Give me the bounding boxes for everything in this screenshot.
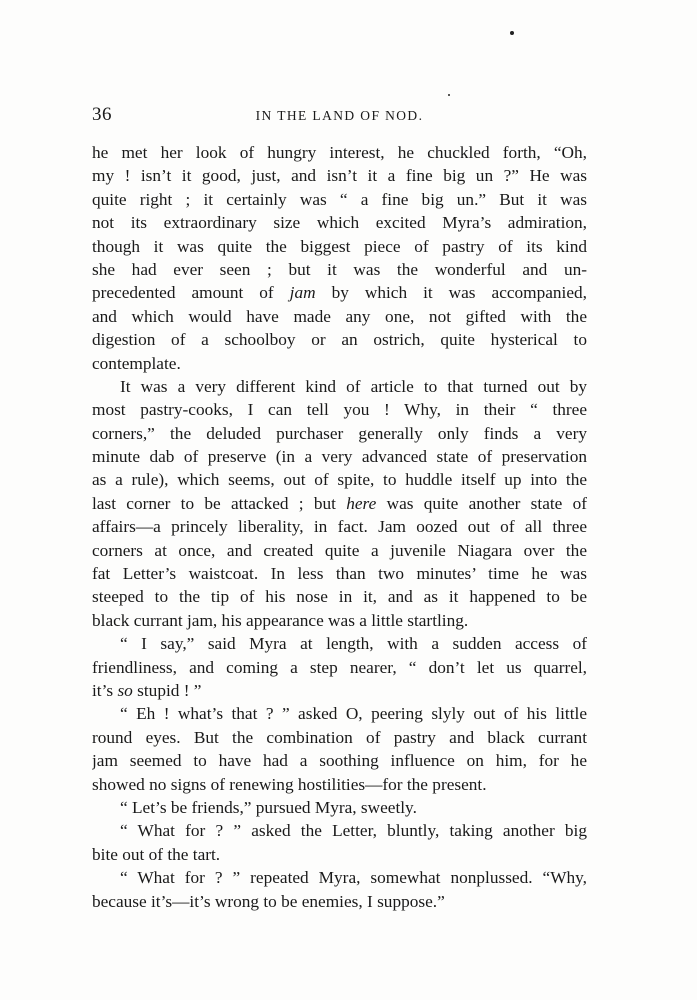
text-line: corners,” the deluded purchaser generally only finds a very: [92, 423, 587, 443]
paragraph: [92, 375, 587, 632]
italic-word: jam: [289, 283, 316, 303]
text-line: and which would have made any one, not gifted with the: [92, 306, 587, 326]
text-line: bite out of the tart.: [92, 844, 221, 864]
text-line: digestion of a schoolboy or an ostrich, quite hysterical to: [92, 330, 587, 350]
paragraph: [92, 819, 587, 866]
text-line: [92, 679, 587, 702]
text-line: “ What for ? ” repeated Myra, somewhat nonplussed. “Why,: [120, 868, 587, 888]
text-line: he met her look of hungry interest, he chuckled forth, “Oh,: [92, 143, 587, 162]
text-line: [92, 492, 587, 515]
text-line: “ I say,” said Myra at length, with a sudden access of: [120, 634, 587, 654]
text-line: “ Let’s be friends,” pursued Myra, sweetly.: [120, 797, 417, 817]
text-line: round eyes. But the combination of pastry and black currant: [92, 727, 587, 747]
paragraph: [92, 702, 587, 796]
text-line: because it’s—it’s wrong to be enemies, I suppose.”: [92, 891, 445, 911]
text-line: though it was quite the biggest piece of pastry of its kind: [92, 236, 587, 256]
text-line: It was a very different kind of article to that turned out by: [120, 376, 587, 396]
italic-word: here: [346, 493, 377, 513]
text-line: my ! isn’t it good, just, and isn’t it a fine big un ?” He was: [92, 166, 587, 186]
text-line: affairs—a princely liberality, in fact. Jam oozed out of all three: [92, 517, 587, 537]
text-segment: it’s: [92, 680, 118, 700]
text-line: fat Letter’s waistcoat. In less than two minutes’ time he was: [92, 564, 587, 584]
text-line: jam seemed to have had a soothing influence on him, for he: [92, 751, 587, 771]
text-line: as a rule), which seems, out of spite, to huddle itself up into the: [92, 470, 587, 490]
scan-speck: [448, 94, 450, 96]
paragraph: [92, 141, 587, 375]
text-segment: precedented amount of: [92, 283, 290, 303]
italic-word: so: [117, 680, 133, 700]
text-segment: last corner to be attacked ; but: [92, 493, 347, 513]
text-line: not its extraordinary size which excited Myra’s admiration,: [92, 213, 587, 233]
text-line: contemplate.: [92, 353, 181, 373]
text-line: black currant jam, his appearance was a little startling.: [92, 610, 469, 630]
paragraph: [92, 632, 587, 702]
text-line: steeped to the tip of his nose in it, and as it happened to be: [92, 587, 587, 607]
running-head: IN THE LAND OF NOD.: [255, 108, 424, 123]
text-line: showed no signs of renewing hostilities—for the present.: [92, 774, 487, 794]
text-line: friendliness, and coming a step nearer, “ don’t let us quarrel,: [92, 657, 587, 677]
text-segment: was quite another state of: [376, 493, 587, 513]
text-line: minute dab of preserve (in a very advanced state of preservation: [92, 447, 587, 467]
text-line: most pastry-cooks, I can tell you ! Why, in their “ three: [92, 400, 587, 420]
page-number: 36: [92, 104, 112, 125]
paragraph: [92, 796, 587, 819]
body-text: [92, 141, 587, 913]
text-line: quite right ; it certainly was “ a fine big un.” But it was: [92, 189, 587, 209]
scan-speck: [510, 31, 514, 35]
paragraph: [92, 866, 587, 913]
text-line: corners at once, and created quite a juvenile Niagara over the: [92, 540, 587, 560]
text-line: she had ever seen ; but it was the wonderful and un-: [92, 259, 587, 279]
text-line: “ Eh ! what’s that ? ” asked O, peering slyly out of his little: [120, 704, 587, 724]
text-line: “ What for ? ” asked the Letter, bluntly, taking another big: [120, 821, 587, 841]
text-segment: stupid ! ”: [132, 680, 202, 700]
text-line: [92, 281, 587, 304]
text-segment: by which it was accompanied,: [315, 283, 587, 303]
page-header: [92, 104, 587, 128]
